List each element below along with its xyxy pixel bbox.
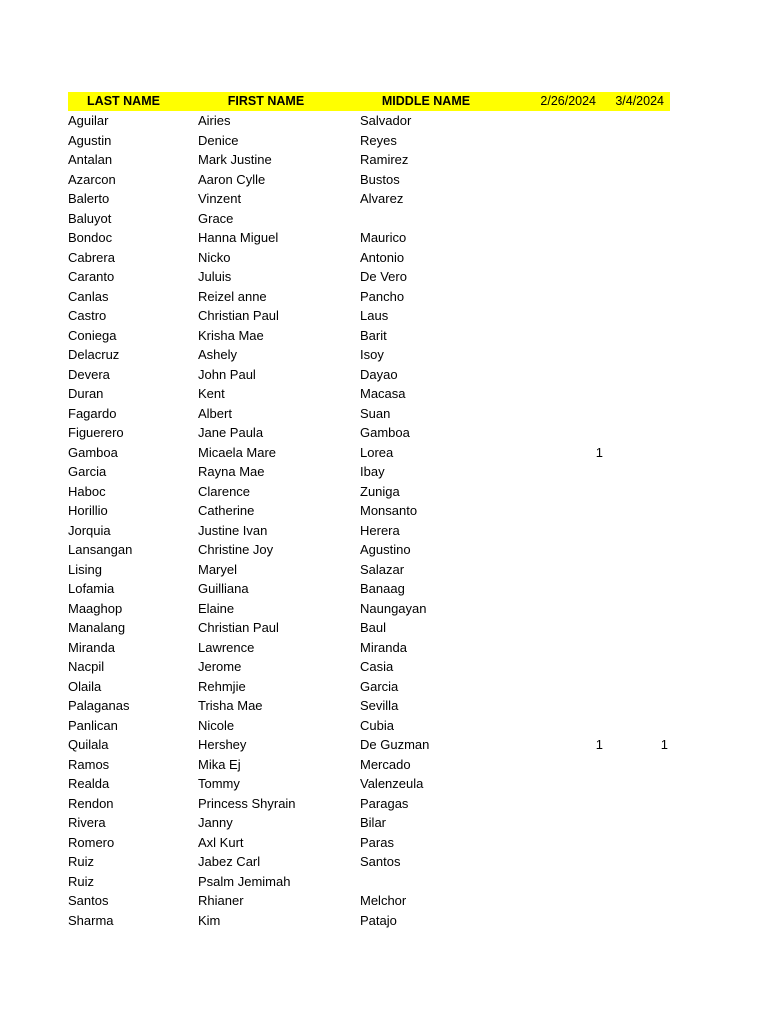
table-row bbox=[68, 326, 670, 346]
middle-name-cell: Alvarez bbox=[360, 191, 404, 206]
table-row bbox=[68, 462, 670, 482]
last-name-cell: Horillio bbox=[68, 503, 108, 518]
middle-name-cell: Casia bbox=[360, 659, 394, 674]
table-row bbox=[68, 774, 670, 794]
last-name-cell: Rivera bbox=[68, 815, 106, 830]
middle-name-cell: Laus bbox=[360, 308, 389, 323]
first-name-cell: Nicko bbox=[198, 249, 231, 265]
table-row bbox=[68, 735, 670, 755]
first-name-cell: Clarence bbox=[198, 483, 251, 499]
middle-name-cell: Santos bbox=[360, 854, 401, 869]
middle-name-cell: Mercado bbox=[360, 756, 411, 772]
last-name-cell: Gamboa bbox=[68, 444, 118, 460]
last-name-cell: Delacruz bbox=[68, 347, 120, 362]
table-row bbox=[68, 443, 670, 463]
last-name-cell: Olaila bbox=[68, 678, 102, 694]
first-name-cell: Jabez Carl bbox=[198, 854, 261, 869]
table-row bbox=[68, 482, 670, 502]
table-row bbox=[68, 287, 670, 307]
last-name-cell: Romero bbox=[68, 834, 115, 850]
first-name-cell: Aaron Cylle bbox=[198, 171, 266, 187]
header-first-name: FIRST NAME bbox=[227, 94, 305, 108]
last-name-cell: Ruiz bbox=[68, 854, 95, 869]
table-row bbox=[68, 852, 670, 872]
header-middle-name: MIDDLE NAME bbox=[381, 94, 471, 108]
last-name-cell: Baluyot bbox=[68, 210, 112, 226]
middle-name-cell: Barit bbox=[360, 327, 387, 343]
middle-name-cell: Isoy bbox=[360, 347, 384, 362]
last-name-cell: Coniega bbox=[68, 327, 117, 343]
first-name-cell: Rehmjie bbox=[198, 678, 246, 694]
last-name-cell: Antalan bbox=[68, 152, 113, 167]
last-name-cell: Sharma bbox=[68, 912, 114, 928]
last-name-cell: Nacpil bbox=[68, 659, 105, 674]
middle-name-cell: Ibay bbox=[360, 464, 385, 479]
first-name-cell: Grace bbox=[198, 210, 234, 226]
middle-name-cell: Monsanto bbox=[360, 503, 418, 518]
middle-name-cell: Cubia bbox=[360, 717, 394, 733]
first-name-cell: Elaine bbox=[198, 600, 235, 616]
first-name-cell: Princess Shyrain bbox=[198, 795, 296, 811]
first-name-cell: Justine Ivan bbox=[198, 522, 268, 538]
first-name-cell: Tommy bbox=[198, 776, 240, 791]
last-name-cell: Caranto bbox=[68, 269, 115, 284]
middle-name-cell: De Vero bbox=[360, 269, 407, 284]
first-name-cell: Hershey bbox=[198, 737, 247, 752]
middle-name-cell: Banaag bbox=[360, 581, 405, 596]
middle-name-cell: Patajo bbox=[360, 912, 397, 928]
last-name-cell: Manalang bbox=[68, 620, 126, 635]
middle-name-cell: Sevilla bbox=[360, 698, 399, 713]
table-row bbox=[68, 833, 670, 853]
first-name-cell: John Paul bbox=[198, 366, 256, 382]
last-name-cell: Panlican bbox=[68, 717, 118, 733]
date-1-cell: 1 bbox=[595, 737, 603, 752]
last-name-cell: Quilala bbox=[68, 737, 109, 752]
last-name-cell: Balerto bbox=[68, 191, 110, 206]
last-name-cell: Maaghop bbox=[68, 600, 123, 616]
middle-name-cell: Maurico bbox=[360, 230, 407, 245]
table-row bbox=[68, 228, 670, 248]
first-name-cell: Catherine bbox=[198, 503, 255, 518]
last-name-cell: Azarcon bbox=[68, 171, 116, 187]
table-row bbox=[68, 891, 670, 911]
middle-name-cell: Bilar bbox=[360, 815, 387, 830]
table-row bbox=[68, 911, 670, 931]
last-name-cell: Santos bbox=[68, 893, 109, 908]
table-row bbox=[68, 248, 670, 268]
first-name-cell: Axl Kurt bbox=[198, 834, 244, 850]
middle-name-cell: Paragas bbox=[360, 795, 409, 811]
header-last-name: LAST NAME bbox=[87, 94, 160, 108]
first-name-cell: Juluis bbox=[198, 269, 232, 284]
first-name-cell: Vinzent bbox=[198, 191, 242, 206]
last-name-cell: Canlas bbox=[68, 288, 109, 304]
table-row bbox=[68, 579, 670, 599]
table-row bbox=[68, 111, 670, 131]
last-name-cell: Cabrera bbox=[68, 249, 115, 265]
middle-name-cell: Suan bbox=[360, 405, 391, 421]
middle-name-cell: Bustos bbox=[360, 171, 400, 187]
last-name-cell: Miranda bbox=[68, 639, 115, 655]
first-name-cell: Janny bbox=[198, 815, 233, 830]
first-name-cell: Trisha Mae bbox=[198, 698, 263, 713]
middle-name-cell: Pancho bbox=[360, 288, 405, 304]
first-name-cell: Ashely bbox=[198, 347, 238, 362]
last-name-cell: Fagardo bbox=[68, 405, 117, 421]
middle-name-cell: Lorea bbox=[360, 444, 394, 460]
last-name-cell: Duran bbox=[68, 386, 104, 401]
first-name-cell: Rhianer bbox=[198, 893, 244, 908]
table-row bbox=[68, 365, 670, 385]
middle-name-cell: Valenzeula bbox=[360, 776, 424, 791]
first-name-cell: Micaela Mare bbox=[198, 444, 277, 460]
middle-name-cell: Agustino bbox=[360, 542, 411, 557]
first-name-cell: Denice bbox=[198, 132, 239, 148]
first-name-cell: Psalm Jemimah bbox=[198, 873, 291, 889]
header-date-1: 2/26/2024 bbox=[540, 94, 596, 108]
first-name-cell: Maryel bbox=[198, 561, 238, 577]
middle-name-cell: Gamboa bbox=[360, 425, 410, 440]
last-name-cell: Realda bbox=[68, 776, 110, 791]
table-row bbox=[68, 599, 670, 619]
last-name-cell: Haboc bbox=[68, 483, 106, 499]
table-row bbox=[68, 618, 670, 638]
middle-name-cell: Miranda bbox=[360, 639, 407, 655]
table-row bbox=[68, 189, 670, 209]
last-name-cell: Ramos bbox=[68, 756, 110, 772]
table-row bbox=[68, 423, 670, 443]
last-name-cell: Palaganas bbox=[68, 698, 130, 713]
table-row bbox=[68, 501, 670, 521]
first-name-cell: Jerome bbox=[198, 659, 242, 674]
table-row bbox=[68, 696, 670, 716]
table-row bbox=[68, 755, 670, 775]
middle-name-cell: Herera bbox=[360, 522, 400, 538]
table-row bbox=[68, 638, 670, 658]
table-row bbox=[68, 521, 670, 541]
table-row bbox=[68, 345, 670, 365]
last-name-cell: Lansangan bbox=[68, 542, 133, 557]
middle-name-cell: Salvador bbox=[360, 113, 412, 128]
table-row bbox=[68, 404, 670, 424]
table-row bbox=[68, 267, 670, 287]
first-name-cell: Mark Justine bbox=[198, 152, 272, 167]
middle-name-cell: Antonio bbox=[360, 249, 405, 265]
first-name-cell: Christine Joy bbox=[198, 542, 274, 557]
first-name-cell: Kim bbox=[198, 912, 221, 928]
last-name-cell: Jorquia bbox=[68, 522, 111, 538]
last-name-cell: Figuerero bbox=[68, 425, 124, 440]
table-row bbox=[68, 384, 670, 404]
first-name-cell: Nicole bbox=[198, 717, 235, 733]
middle-name-cell: Zuniga bbox=[360, 483, 400, 499]
last-name-cell: Lising bbox=[68, 561, 102, 577]
middle-name-cell: Dayao bbox=[360, 366, 398, 382]
middle-name-cell: Melchor bbox=[360, 893, 407, 908]
last-name-cell: Devera bbox=[68, 366, 110, 382]
first-name-cell: Albert bbox=[198, 405, 232, 421]
middle-name-cell: Salazar bbox=[360, 561, 405, 577]
first-name-cell: Christian Paul bbox=[198, 308, 279, 323]
middle-name-cell: Reyes bbox=[360, 132, 397, 148]
table-row bbox=[68, 306, 670, 326]
last-name-cell: Agustin bbox=[68, 132, 112, 148]
table-row bbox=[68, 794, 670, 814]
table-row bbox=[68, 716, 670, 736]
first-name-cell: Guilliana bbox=[198, 581, 249, 596]
table-row bbox=[68, 131, 670, 151]
table-row bbox=[68, 150, 670, 170]
middle-name-cell: Garcia bbox=[360, 678, 399, 694]
table-row bbox=[68, 540, 670, 560]
date-1-cell: 1 bbox=[595, 444, 603, 460]
first-name-cell: Reizel anne bbox=[198, 288, 267, 304]
first-name-cell: Lawrence bbox=[198, 639, 255, 655]
middle-name-cell: Paras bbox=[360, 834, 394, 850]
table-row bbox=[68, 872, 670, 892]
last-name-cell: Rendon bbox=[68, 795, 114, 811]
middle-name-cell: De Guzman bbox=[360, 737, 430, 752]
attendance-sheet bbox=[68, 92, 670, 930]
first-name-cell: Kent bbox=[198, 386, 225, 401]
table-row bbox=[68, 209, 670, 229]
first-name-cell: Christian Paul bbox=[198, 620, 279, 635]
table-row bbox=[68, 657, 670, 677]
first-name-cell: Mika Ej bbox=[198, 756, 241, 772]
table-row bbox=[68, 170, 670, 190]
middle-name-cell: Macasa bbox=[360, 386, 406, 401]
first-name-cell: Krisha Mae bbox=[198, 327, 264, 343]
last-name-cell: Castro bbox=[68, 308, 107, 323]
last-name-cell: Aguilar bbox=[68, 113, 109, 128]
last-name-cell: Lofamia bbox=[68, 581, 115, 596]
last-name-cell: Ruiz bbox=[68, 873, 95, 889]
last-name-cell: Garcia bbox=[68, 464, 107, 479]
table-row bbox=[68, 813, 670, 833]
middle-name-cell: Baul bbox=[360, 620, 387, 635]
table-row bbox=[68, 677, 670, 697]
date-2-cell: 1 bbox=[660, 737, 668, 752]
table-body bbox=[68, 111, 670, 930]
middle-name-cell: Naungayan bbox=[360, 600, 427, 616]
first-name-cell: Rayna Mae bbox=[198, 464, 265, 479]
first-name-cell: Jane Paula bbox=[198, 425, 264, 440]
last-name-cell: Bondoc bbox=[68, 230, 113, 245]
table-row bbox=[68, 560, 670, 580]
first-name-cell: Hanna Miguel bbox=[198, 230, 279, 245]
middle-name-cell: Ramirez bbox=[360, 152, 409, 167]
header-row bbox=[68, 92, 670, 111]
first-name-cell: Airies bbox=[198, 113, 231, 128]
header-date-2: 3/4/2024 bbox=[615, 94, 664, 108]
